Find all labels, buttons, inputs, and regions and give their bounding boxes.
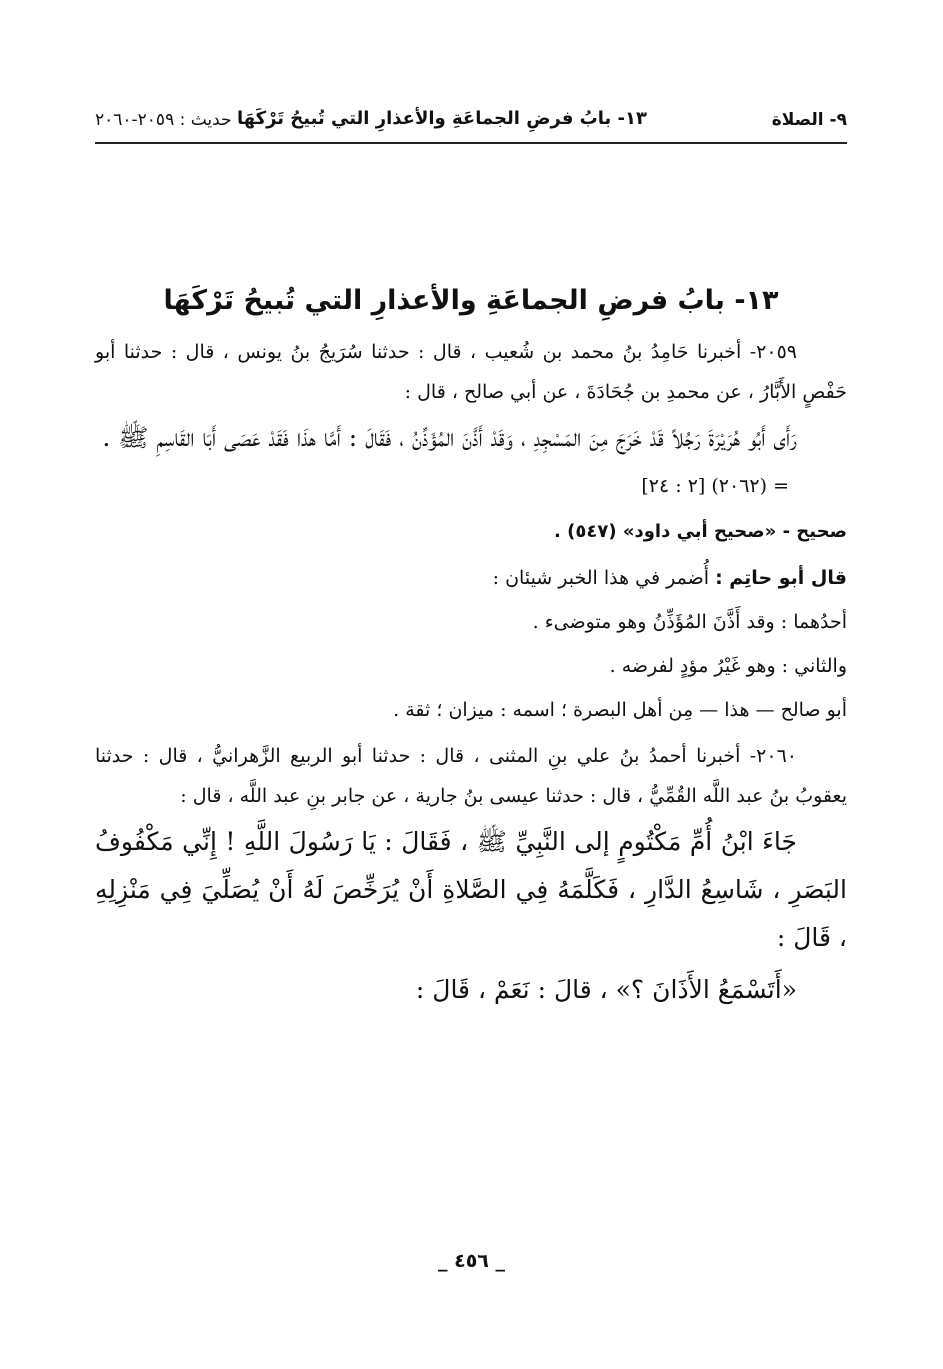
header-hadith-range: حديث : ٢٠٥٩-٢٠٦٠	[95, 110, 232, 130]
comment-first-point: أحدُهما : وقد أَذَّنَ المُؤَذِّنُ وهو متوضىء .	[532, 611, 847, 633]
hadith-2060-isnad: ٢٠٦٠- أخبرنا أحمدُ بنُ علي بنِ المثنى ، قال : حدثنا أبو الربيع الزَّهرانيُّ ، قال : حدثنا يعقوبُ بنُ عبد اللَّه القُمِّيُّ ، قال : حدثنا عيسى بنُ جارية ، عن جابر بنِ عبد اللَّه ، قال :	[95, 745, 847, 807]
hadith-2059-matn: رَأَى أَبُو هُرَيْرَةَ رَجُلاً قَدْ خَرَجَ مِنَ المَسْجِدِ ، وَقَدْ أَذَّنَ المُؤَذِّنُ ، فَقَالَ : أَمَّا هذَا فَقَدْ عَصَى أَبَا القَاسِمِ ﷺ .	[102, 423, 797, 452]
header-rule	[95, 142, 847, 144]
running-header	[95, 104, 847, 140]
page-number: _ ٤٥٦ _	[437, 1250, 506, 1272]
comment-second-point: والثاني : وهو غَيْرُ مؤدٍ لفرضه .	[609, 655, 847, 677]
comment-text: أُضمر في هذا الخبر شيئان :	[492, 567, 710, 589]
hadith-2060-matn: جَاءَ ابْنُ أُمِّ مَكْتُومٍ إلى النَّبِيِّ ﷺ ، فَقَالَ : يَا رَسُولَ اللَّهِ ! إِنِّي مَكْفُوفُ البَصَرِ ، شَاسِعُ الدَّارِ ، فَكَلَّمَهُ فِي الصَّلاةِ أَنْ يُرَخِّصَ لَهُ أَنْ يُصَلِّيَ فِي مَنْزِلِهِ ، قَالَ :	[95, 827, 847, 952]
cross-reference: = (٢٠٦٢) [٢ : ٢٤]	[641, 475, 789, 497]
header-chapter: ٩- الصلاة	[771, 110, 847, 130]
chapter-heading: ١٣- بابُ فرضِ الجماعَةِ والأعذارِ التي تُبيحُ تَرْكَهَا	[163, 285, 779, 316]
hadith-2060-question: «أَتَسْمَعُ الأَذَانَ ؟» ، قالَ : نَعَمْ ، قَالَ :	[415, 975, 797, 1004]
comment-heading: قال أبو حاتِم :	[715, 567, 847, 589]
page-content	[95, 278, 847, 1018]
header-section-title: ١٣- بابُ فرضِ الجماعَةِ والأعذارِ التي تُبيحُ تَرْكَهَا	[236, 108, 647, 129]
abu-hatim-comment	[95, 558, 847, 598]
hadith-2059-isnad: ٢٠٥٩- أخبرنا حَامِدُ بنُ محمد بن شُعيب ، قال : حدثنا سُرَيجُ بنُ يونس ، قال : حدثنا أبو حَفْصٍ الأَبَّارُ ، عن محمدِ بن جُحَادَةَ ، عن أبي صالح ، قال :	[95, 341, 847, 403]
narrator-note: أبو صالح — هذا — مِن أهل البصرة ؛ اسمه : ميزان ؛ ثقة .	[393, 699, 847, 721]
hadith-grade: صحيح - «صحيح أبي داود» (٥٤٧) .	[554, 521, 847, 542]
